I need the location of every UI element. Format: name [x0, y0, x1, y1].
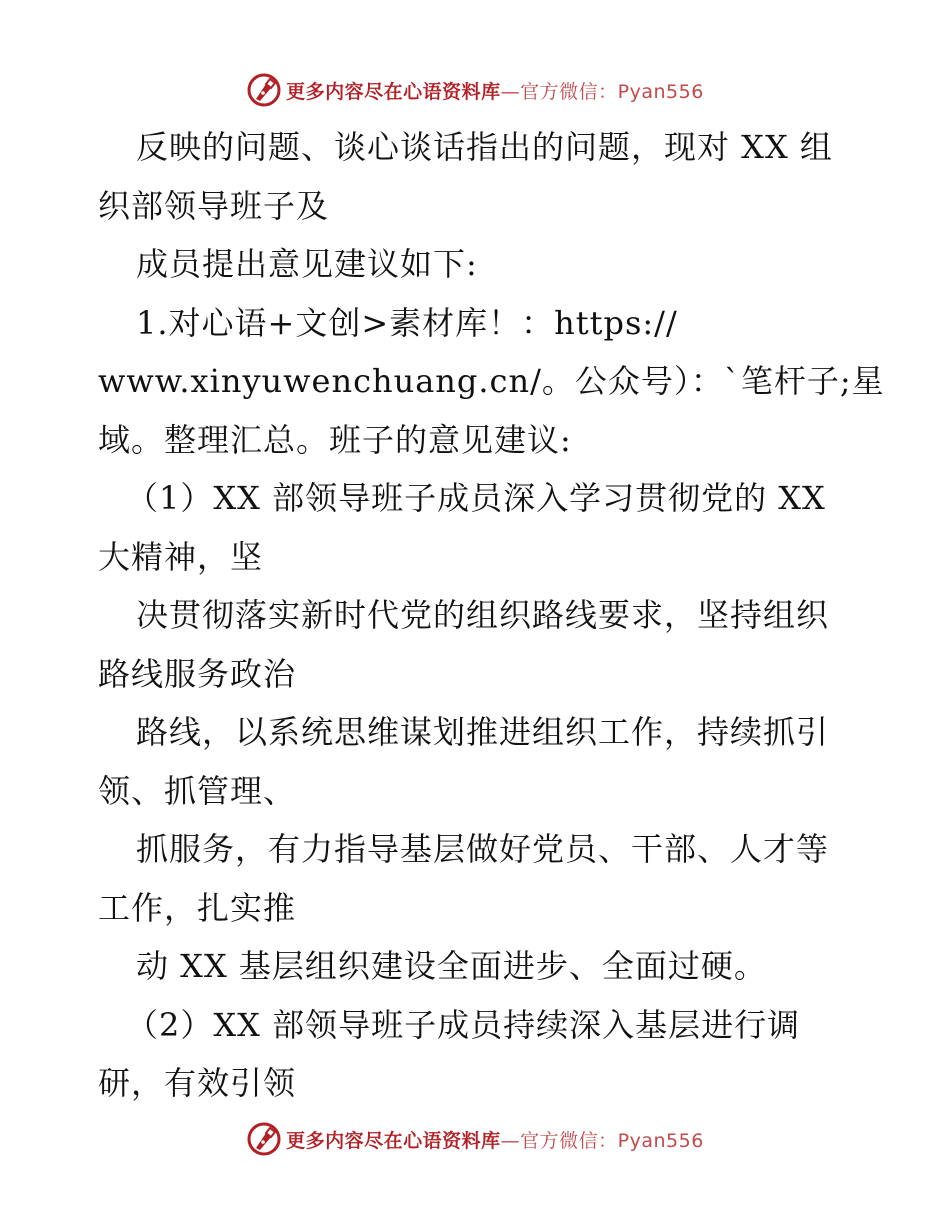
pen-nib-logo-icon [246, 1121, 282, 1157]
paragraph-line: 领、抓管理、 [98, 771, 297, 810]
paragraph-line: 1.对心语+文创>素材库！：https:// [136, 303, 678, 342]
paragraph-line: 织部领导班子及 [98, 186, 330, 225]
paragraph-line: （1）XX 部领导班子成员深入学习贯彻党的 XX [126, 479, 826, 517]
paragraph-line: 路线，以系统思维谋划推进组织工作，持续抓引 [136, 713, 830, 751]
footer-watermark [0, 1119, 950, 1159]
paragraph-line: （2）XX 部领导班子成员持续深入基层进行调 [126, 1005, 801, 1044]
pen-nib-logo-icon [246, 72, 282, 108]
paragraph-line: 抓服务，有力指导基层做好党员、干部、人才等 [136, 830, 830, 868]
paragraph-line: 动 XX 基层组织建设全面进步、全面过硬。 [136, 947, 767, 985]
paragraph-line: www.xinyuwenchuang.cn/。公众号）：`笔杆子;星 [98, 362, 885, 400]
paragraph-line: 研，有效引领 [98, 1064, 297, 1102]
paragraph-line: 域。整理汇总。班子的意见建议: [98, 420, 572, 459]
watermark-text: 更多内容尽在心语资料库—官方微信：Pyan556 [286, 80, 704, 103]
paragraph-line: 大精神，坚 [98, 537, 264, 576]
document-body [98, 118, 885, 1113]
paragraph-line: 反映的问题、谈心谈话指出的问题，现对 XX 组 [136, 128, 833, 166]
paragraph-line: 决贯彻落实新时代党的组织路线要求，坚持组织 [136, 596, 830, 634]
paragraph-line: 工作，扎实推 [98, 888, 297, 927]
header-watermark [0, 70, 950, 110]
paragraph-line: 成员提出意见建议如下: [136, 245, 478, 283]
paragraph-line: 路线服务政治 [98, 654, 297, 693]
watermark-text: 更多内容尽在心语资料库—官方微信：Pyan556 [286, 1129, 704, 1152]
